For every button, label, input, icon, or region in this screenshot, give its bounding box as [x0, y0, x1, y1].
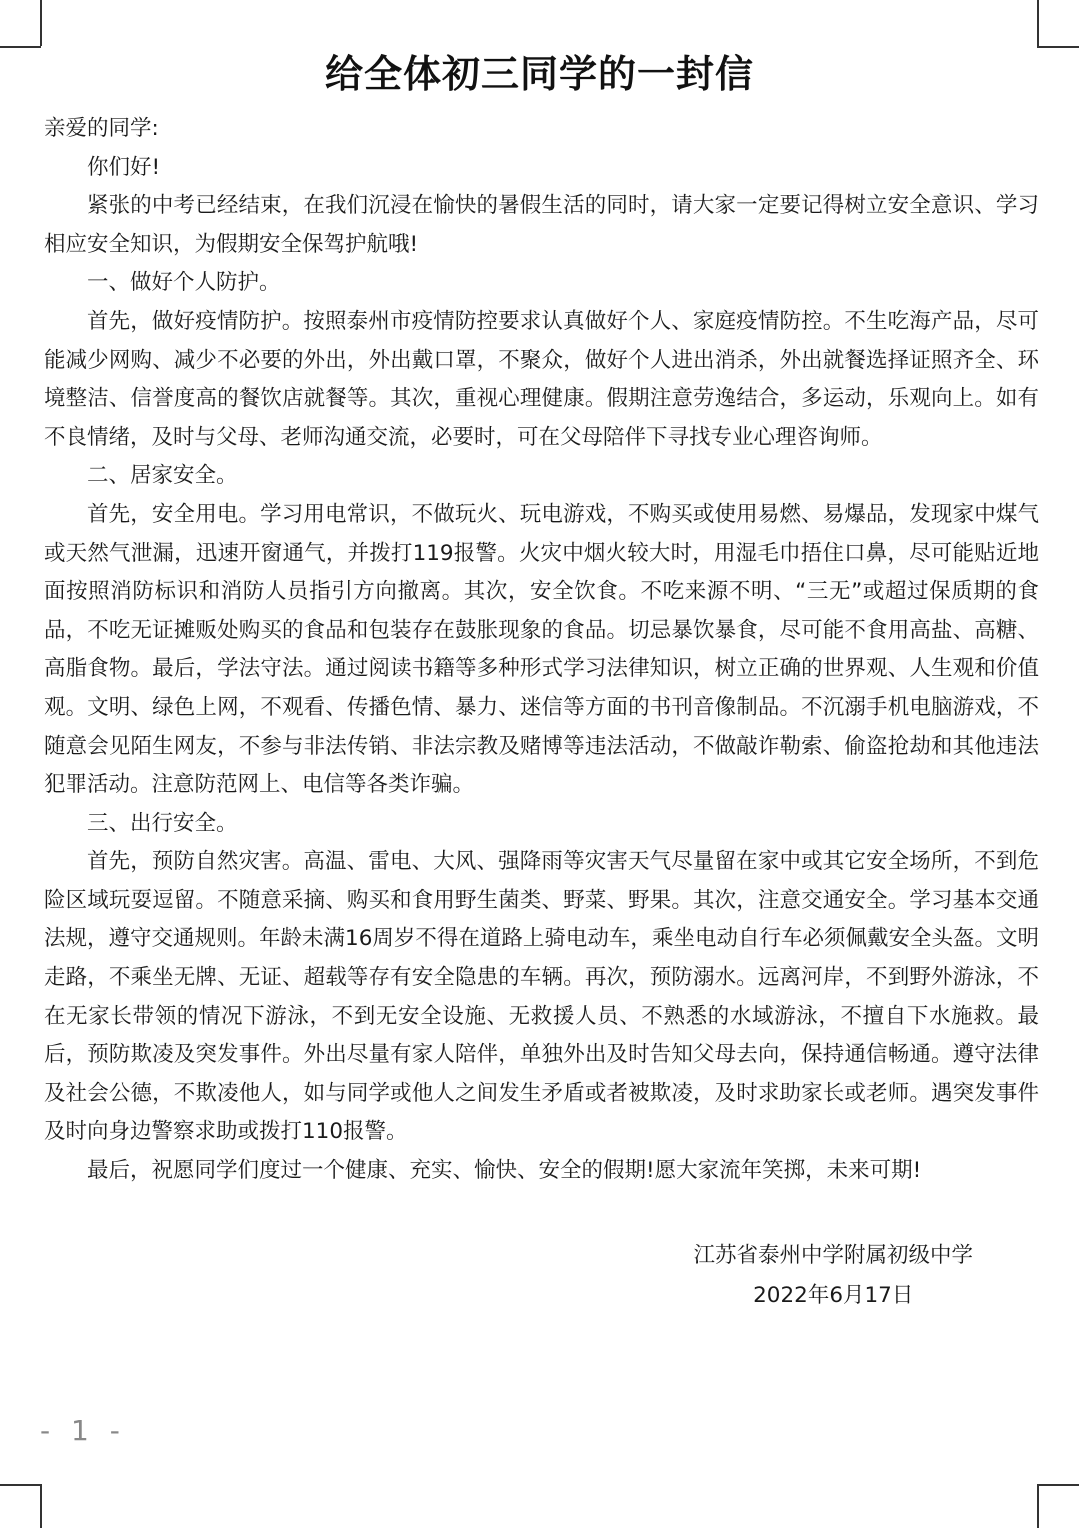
crop-mark-top-right-vertical	[1037, 0, 1039, 46]
crop-mark-top-left-vertical	[40, 0, 42, 46]
paragraph-travel-safety: 首先，预防自然灾害。高温、雷电、大风、强降雨等灾害天气尽量留在家中或其它安全场所，不到危险区域玩耍逗留。不随意采摘、购买和食用野生菌类、野菜、野果。其次，注意交通安全。学习基本交通法规，遵守交通规则。年龄未满16周岁不得在道路上骑电动车，乘坐电动自行车必须佩戴安全头盔。文明走路，不乘坐无牌、无证、超载等存有安全隐患的车辆。再次，预防溺水。远离河岸，不到野外游泳，不在无家长带领的情况下游泳，不到无安全设施、无救援人员、不熟悉的水域游泳，不擅自下水施救。最后，预防欺凌及突发事件。外出尽量有家人陪伴，单独外出及时告知父母去向，保持通信畅通。遵守法律及社会公德，不欺凌他人，如与同学或他人之间发生矛盾或者被欺凌，及时求助家长或老师。遇突发事件及时向身边警察求助或拨打110报警。	[44, 849, 1039, 1145]
document-title: 给全体初三同学的一封信	[324, 52, 754, 96]
crop-mark-bottom-left-vertical	[40, 1484, 42, 1528]
crop-mark-bottom-right-vertical	[1037, 1484, 1039, 1528]
page-number: - 1 -	[40, 1414, 126, 1447]
section-heading-travel-safety: 三、出行安全。	[87, 810, 238, 836]
paragraph-intro: 紧张的中考已经结束，在我们沉浸在愉快的暑假生活的同时，请大家一定要记得树立安全意识、学习相应安全知识，为假期安全保驾护航哦!	[44, 193, 1039, 257]
greeting: 你们好!	[87, 154, 161, 180]
letter-body	[44, 110, 1039, 1191]
paragraph-home-safety: 首先，安全用电。学习用电常识，不做玩火、玩电游戏，不购买或使用易燃、易爆品，发现家中煤气或天然气泄漏，迅速开窗通气，并拨打119报警。火灾中烟火较大时，用湿毛巾捂住口鼻，尽可能贴近地面按照消防标识和消防人员指引方向撤离。其次，安全饮食。不吃来源不明、“三无”或超过保质期的食品，不吃无证摊贩处购买的食品和包装存在鼓胀现象的食品。切忌暴饮暴食，尽可能不食用高盐、高糖、高脂食物。最后，学法守法。通过阅读书籍等多种形式学习法律知识，树立正确的世界观、人生观和价值观。文明、绿色上网，不观看、传播色情、暴力、迷信等方面的书刊音像制品。不沉溺手机电脑游戏，不随意会见陌生网友，不参与非法传销、非法宗教及赌博等违法活动，不做敲诈勒索、偷盗抢劫和其他违法犯罪活动。注意防范网上、电信等各类诈骗。	[44, 501, 1039, 798]
paragraph-personal-protection: 首先，做好疫情防护。按照泰州市疫情防控要求认真做好个人、家庭疫情防控。不生吃海产品，尽可能减少网购、减少不必要的外出，外出戴口罩，不聚众，做好个人进出消杀，外出就餐选择证照齐全、环境整洁、信誉度高的餐饮店就餐等。其次，重视心理健康。假期注意劳逸结合，多运动，乐观向上。如有不良情绪，及时与父母、老师沟通交流，必要时，可在父母陪伴下寻找专业心理咨询师。	[44, 308, 1039, 450]
crop-mark-bottom-right-horizontal	[1037, 1484, 1079, 1486]
signature-organization: 江苏省泰州中学附属初级中学	[693, 1243, 973, 1268]
section-heading-personal-protection: 一、做好个人防护。	[87, 270, 281, 296]
salutation: 亲爱的同学:	[44, 116, 159, 141]
section-heading-home-safety: 二、居家安全。	[87, 463, 238, 489]
paragraph-closing: 最后，祝愿同学们度过一个健康、充实、愉快、安全的假期!愿大家流年笑掷，未来可期!	[87, 1158, 922, 1184]
crop-mark-bottom-left-horizontal	[0, 1484, 41, 1486]
signature-date: 2022年6月17日	[753, 1283, 914, 1308]
signature-block	[693, 1236, 973, 1316]
